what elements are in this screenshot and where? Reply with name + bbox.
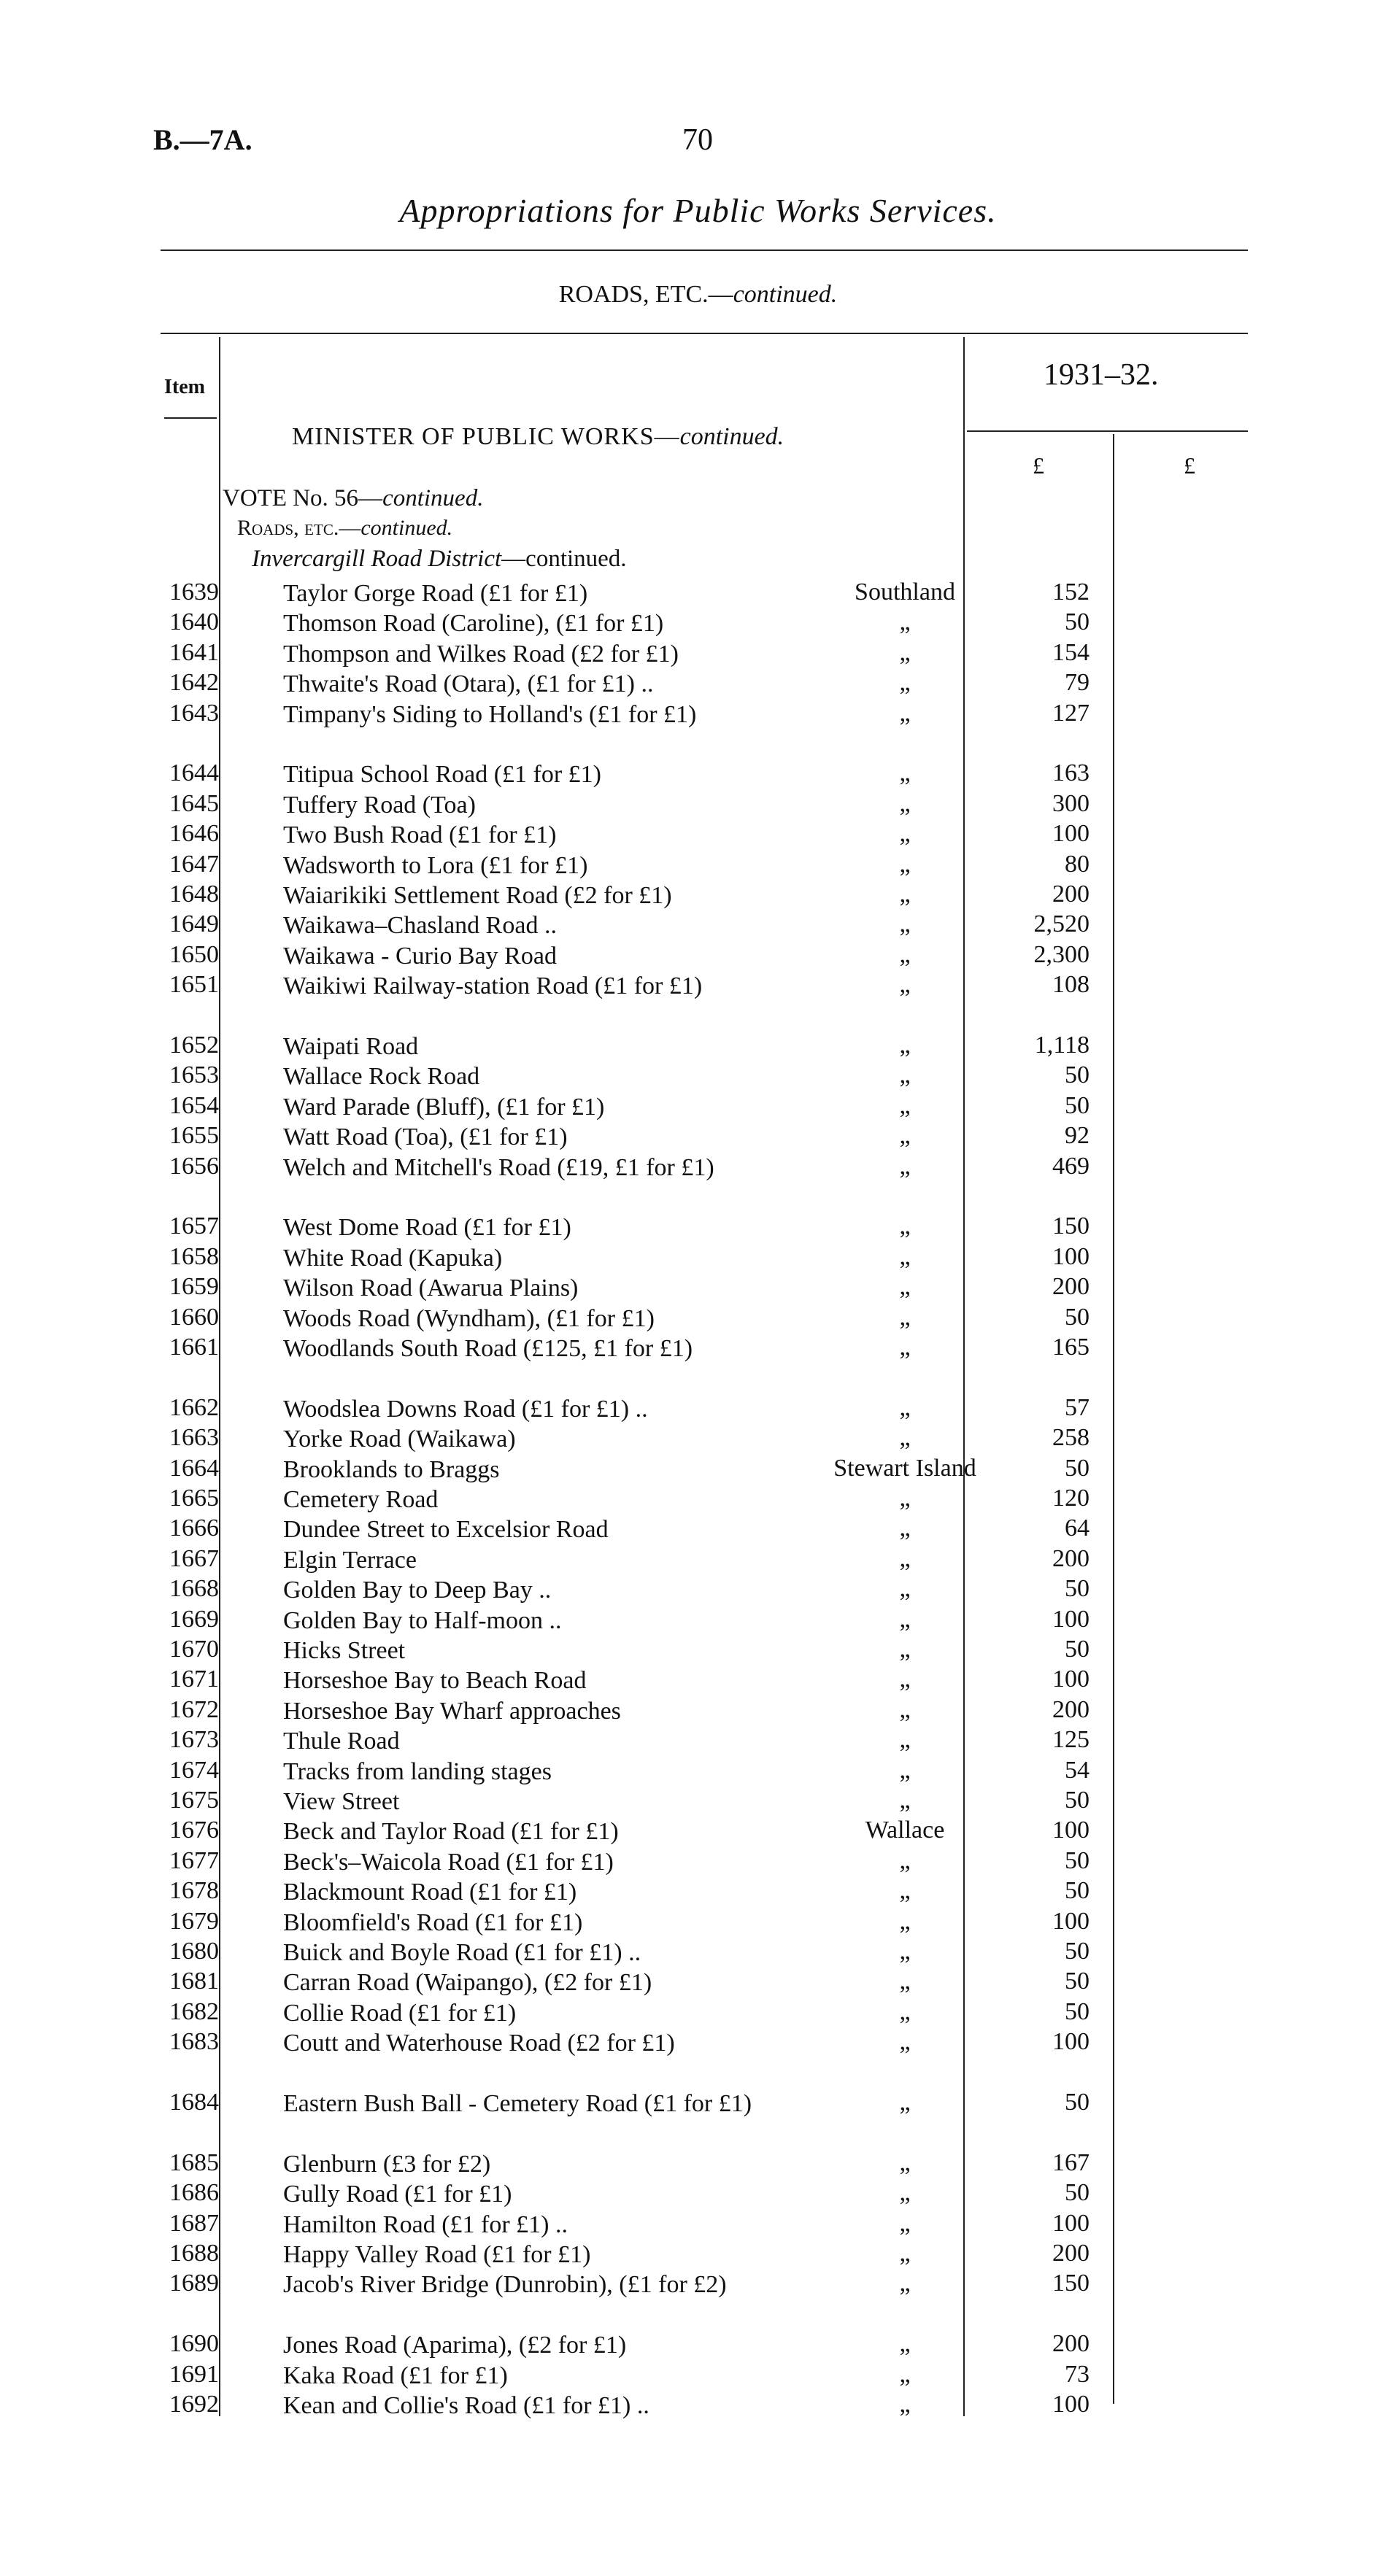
item-description: Horseshoe Bay Wharf approaches — [283, 1697, 621, 1725]
item-amount: 50 — [1065, 1454, 1090, 1482]
item-number: 1675 — [169, 1787, 219, 1814]
item-number: 1656 — [169, 1152, 219, 1180]
item-number: 1690 — [169, 2330, 219, 2358]
item-description: Kaka Road (£1 for £1) — [283, 2362, 508, 2389]
item-description: Wilson Road (Awarua Plains) — [283, 1275, 579, 1302]
item-locality: „ — [899, 1334, 911, 1361]
item-description: Thule Road — [283, 1728, 400, 1755]
item-amount: 57 — [1065, 1393, 1090, 1421]
item-number: 1659 — [169, 1273, 219, 1301]
item-number: 1644 — [169, 759, 219, 787]
item-amount: 150 — [1052, 1212, 1090, 1240]
item-number: 1650 — [169, 940, 219, 968]
item-description: Woods Road (Wyndham), (£1 for £1) — [283, 1304, 655, 1332]
item-locality: „ — [899, 759, 911, 787]
item-amount: 54 — [1065, 1756, 1090, 1784]
item-amount: 200 — [1052, 1544, 1090, 1572]
subtitle-main: ROADS, ETC.— — [558, 281, 733, 308]
item-locality: „ — [899, 1938, 911, 1965]
item-amount: 120 — [1052, 1485, 1090, 1512]
page-number: 70 — [682, 123, 713, 157]
item-locality: „ — [899, 1575, 911, 1603]
item-number: 1669 — [169, 1605, 219, 1633]
item-locality: „ — [899, 1242, 911, 1270]
item-description: Golden Bay to Deep Bay .. — [283, 1577, 552, 1604]
item-number: 1662 — [169, 1393, 219, 1421]
item-number: 1664 — [169, 1454, 219, 1482]
item-locality: „ — [899, 2209, 911, 2237]
minister-heading — [292, 423, 784, 451]
item-number: 1685 — [169, 2148, 219, 2176]
item-description: Bloomfield's Road (£1 for £1) — [283, 1908, 583, 1936]
item-description: White Road (Kapuka) — [283, 1244, 503, 1272]
item-locality: „ — [899, 1485, 911, 1512]
item-number: 1673 — [169, 1726, 219, 1754]
item-number: 1642 — [169, 669, 219, 697]
vote-main: VOTE No. 56— — [223, 485, 383, 511]
minister-italic: continued. — [679, 423, 784, 450]
item-locality: „ — [899, 2089, 911, 2116]
item-description: Waiarikiki Settlement Road (£2 for £1) — [283, 882, 672, 909]
item-description: Thompson and Wilkes Road (£2 for £1) — [283, 640, 679, 668]
item-locality: Wallace — [865, 1817, 945, 1844]
item-amount: 100 — [1052, 1907, 1090, 1935]
item-amount: 50 — [1065, 1968, 1090, 1995]
item-description: Woodlands South Road (£125, £1 for £1) — [283, 1335, 693, 1362]
item-locality: „ — [899, 1152, 911, 1180]
item-number: 1654 — [169, 1091, 219, 1119]
item-number: 1668 — [169, 1575, 219, 1603]
vote-heading — [223, 485, 483, 512]
item-amount: 50 — [1065, 2179, 1090, 2207]
item-locality: „ — [899, 820, 911, 848]
item-amount: 50 — [1065, 1061, 1090, 1089]
table-top-rule — [161, 333, 1248, 334]
item-description: Carran Road (Waipango), (£2 for £1) — [283, 1969, 652, 1997]
item-locality: „ — [899, 1032, 911, 1059]
item-description: Waikiwi Railway-station Road (£1 for £1) — [283, 972, 703, 1000]
item-locality: „ — [899, 1968, 911, 1995]
item-amount: 92 — [1065, 1122, 1090, 1150]
item-description: Thwaite's Road (Otara), (£1 for £1) .. — [283, 670, 654, 698]
item-description: Woodslea Downs Road (£1 for £1) .. — [283, 1395, 648, 1423]
district-heading — [252, 546, 627, 573]
item-number: 1677 — [169, 1846, 219, 1874]
item-description: Hamilton Road (£1 for £1) .. — [283, 2211, 568, 2238]
item-amount: 200 — [1052, 881, 1090, 908]
item-locality: „ — [899, 1212, 911, 1240]
item-number: 1658 — [169, 1242, 219, 1270]
document-code: B.—7A. — [153, 123, 252, 156]
item-description: Waikawa–Chasland Road .. — [283, 912, 557, 940]
pound-symbol-2: £ — [1184, 452, 1195, 479]
item-amount: 64 — [1065, 1515, 1090, 1542]
item-amount: 100 — [1052, 2028, 1090, 2056]
item-amount: 50 — [1065, 608, 1090, 636]
item-description: Horseshoe Bay to Beach Road — [283, 1667, 587, 1695]
item-amount: 73 — [1065, 2360, 1090, 2388]
item-amount: 167 — [1052, 2148, 1090, 2176]
item-amount: 200 — [1052, 2240, 1090, 2267]
item-number: 1647 — [169, 850, 219, 878]
amount-column-rule-mid — [1113, 434, 1114, 2404]
item-number: 1649 — [169, 910, 219, 938]
item-amount: 200 — [1052, 2330, 1090, 2358]
item-locality: „ — [899, 1907, 911, 1935]
section-subtitle — [0, 281, 1396, 309]
roads-heading — [237, 516, 452, 541]
item-locality: „ — [899, 1877, 911, 1905]
item-amount: 50 — [1065, 1938, 1090, 1965]
item-amount: 100 — [1052, 2391, 1090, 2418]
item-number: 1645 — [169, 789, 219, 817]
item-description: Timpany's Siding to Holland's (£1 for £1) — [283, 700, 697, 728]
item-amount: 50 — [1065, 1636, 1090, 1663]
item-locality: „ — [899, 1393, 911, 1421]
item-description: Hicks Street — [283, 1637, 406, 1664]
item-number: 1676 — [169, 1817, 219, 1844]
item-number: 1691 — [169, 2360, 219, 2388]
item-description: Yorke Road (Waikawa) — [283, 1426, 516, 1453]
title-rule — [161, 250, 1248, 251]
item-description: Taylor Gorge Road (£1 for £1) — [283, 580, 588, 607]
item-description: Jones Road (Aparima), (£2 for £1) — [283, 2332, 627, 2359]
item-number: 1687 — [169, 2209, 219, 2237]
item-description: Jacob's River Bridge (Dunrobin), (£1 for £2) — [283, 2271, 727, 2299]
item-amount: 100 — [1052, 2209, 1090, 2237]
item-description: Gully Road (£1 for £1) — [283, 2181, 512, 2208]
item-locality: „ — [899, 789, 911, 817]
item-amount: 50 — [1065, 1575, 1090, 1603]
item-number: 1689 — [169, 2270, 219, 2297]
item-number: 1684 — [169, 2089, 219, 2116]
item-description: Beck and Taylor Road (£1 for £1) — [283, 1818, 619, 1846]
item-locality: „ — [899, 910, 911, 938]
item-amount: 50 — [1065, 1787, 1090, 1814]
year-column-header: 1931–32. — [1044, 358, 1159, 392]
item-locality: „ — [899, 2148, 911, 2176]
item-description: Coutt and Waterhouse Road (£2 for £1) — [283, 2030, 675, 2057]
item-locality: „ — [899, 2360, 911, 2388]
item-description: Tuffery Road (Toa) — [283, 791, 476, 819]
item-number: 1688 — [169, 2240, 219, 2267]
item-number: 1660 — [169, 1303, 219, 1331]
item-number: 1643 — [169, 699, 219, 727]
item-locality: Stewart Island — [833, 1454, 976, 1482]
item-locality: „ — [899, 1273, 911, 1301]
item-number: 1655 — [169, 1122, 219, 1150]
item-number: 1686 — [169, 2179, 219, 2207]
item-locality: „ — [899, 669, 911, 697]
item-locality: „ — [899, 2391, 911, 2418]
item-number: 1678 — [169, 1877, 219, 1905]
item-amount: 50 — [1065, 1997, 1090, 2025]
item-locality: „ — [899, 699, 911, 727]
item-number: 1661 — [169, 1334, 219, 1361]
item-description: Eastern Bush Ball - Cemetery Road (£1 for £1) — [283, 2090, 752, 2117]
item-amount: 150 — [1052, 2270, 1090, 2297]
item-locality: „ — [899, 940, 911, 968]
item-description: Dundee Street to Excelsior Road — [283, 1516, 609, 1544]
item-amount: 50 — [1065, 2089, 1090, 2116]
item-number: 1682 — [169, 1997, 219, 2025]
item-description: Thomson Road (Caroline), (£1 for £1) — [283, 610, 664, 638]
item-locality: „ — [899, 1544, 911, 1572]
item-amount: 127 — [1052, 699, 1090, 727]
item-locality: „ — [899, 881, 911, 908]
item-locality: „ — [899, 1695, 911, 1723]
minister-main: MINISTER OF PUBLIC WORKS— — [292, 423, 680, 450]
item-amount: 80 — [1065, 850, 1090, 878]
item-column-rule — [219, 337, 220, 2416]
item-locality: „ — [899, 2028, 911, 2056]
item-number: 1671 — [169, 1666, 219, 1693]
item-amount: 2,300 — [1033, 940, 1090, 968]
item-number: 1679 — [169, 1907, 219, 1935]
item-description: Blackmount Road (£1 for £1) — [283, 1879, 577, 1906]
item-locality: „ — [899, 1122, 911, 1150]
item-amount: 469 — [1052, 1152, 1090, 1180]
item-amount: 100 — [1052, 1817, 1090, 1844]
subtitle-italic: continued. — [733, 281, 838, 308]
item-amount: 108 — [1052, 971, 1090, 999]
district-italic: Invercargill Road District — [252, 546, 502, 572]
item-amount: 100 — [1052, 1605, 1090, 1633]
item-locality: „ — [899, 1303, 911, 1331]
item-description: Elgin Terrace — [283, 1546, 417, 1574]
item-locality: „ — [899, 1091, 911, 1119]
item-amount: 50 — [1065, 1091, 1090, 1119]
item-description: Ward Parade (Bluff), (£1 for £1) — [283, 1093, 605, 1121]
item-number: 1648 — [169, 881, 219, 908]
item-description: West Dome Road (£1 for £1) — [283, 1214, 571, 1242]
item-description: Welch and Mitchell's Road (£19, £1 for £1) — [283, 1153, 714, 1181]
item-amount: 50 — [1065, 1877, 1090, 1905]
item-number: 1641 — [169, 638, 219, 666]
item-locality: „ — [899, 1515, 911, 1542]
item-number: 1674 — [169, 1756, 219, 1784]
item-number: 1683 — [169, 2028, 219, 2056]
item-description: Beck's–Waicola Road (£1 for £1) — [283, 1848, 614, 1876]
item-description: Buick and Boyle Road (£1 for £1) .. — [283, 1939, 641, 1966]
item-amount: 300 — [1052, 789, 1090, 817]
item-amount: 125 — [1052, 1726, 1090, 1754]
item-amount: 200 — [1052, 1273, 1090, 1301]
item-number: 1667 — [169, 1544, 219, 1572]
page-title: Appropriations for Public Works Services. — [399, 192, 997, 229]
item-locality: „ — [899, 2179, 911, 2207]
item-number: 1663 — [169, 1424, 219, 1452]
pound-symbol-1: £ — [1033, 452, 1044, 479]
item-amount: 50 — [1065, 1846, 1090, 1874]
item-locality: „ — [899, 971, 911, 999]
item-locality: „ — [899, 2240, 911, 2267]
item-number: 1665 — [169, 1485, 219, 1512]
item-locality: „ — [899, 1636, 911, 1663]
item-locality: „ — [899, 608, 911, 636]
item-description: Golden Bay to Half-moon .. — [283, 1606, 562, 1634]
item-amount: 152 — [1052, 579, 1090, 606]
item-description: Titipua School Road (£1 for £1) — [283, 761, 602, 789]
item-amount: 154 — [1052, 638, 1090, 666]
item-description: Kean and Collie's Road (£1 for £1) .. — [283, 2392, 649, 2419]
item-locality: „ — [899, 1424, 911, 1452]
item-locality: Southland — [855, 579, 955, 606]
item-number: 1672 — [169, 1695, 219, 1723]
item-locality: „ — [899, 1997, 911, 2025]
item-description: Two Bush Road (£1 for £1) — [283, 821, 557, 849]
item-description: Waipati Road — [283, 1033, 419, 1060]
item-number: 1670 — [169, 1636, 219, 1663]
item-locality: „ — [899, 1605, 911, 1633]
item-locality: „ — [899, 638, 911, 666]
item-description: Wallace Rock Road — [283, 1063, 480, 1091]
item-locality: „ — [899, 1666, 911, 1693]
item-locality: „ — [899, 2330, 911, 2358]
item-locality: „ — [899, 1756, 911, 1784]
item-locality: „ — [899, 850, 911, 878]
item-amount: 100 — [1052, 1242, 1090, 1270]
item-description: Glenburn (£3 for £2) — [283, 2150, 491, 2178]
vote-italic: continued. — [382, 485, 484, 511]
item-number: 1640 — [169, 608, 219, 636]
item-amount: 1,118 — [1034, 1032, 1090, 1059]
item-amount: 50 — [1065, 1303, 1090, 1331]
item-locality: „ — [899, 1846, 911, 1874]
roads-main: Roads, etc.— — [237, 516, 361, 540]
item-number: 1652 — [169, 1032, 219, 1059]
item-description: Tracks from landing stages — [283, 1757, 552, 1785]
item-number: 1639 — [169, 579, 219, 606]
item-locality: „ — [899, 2270, 911, 2297]
district-main: —continued. — [501, 546, 627, 572]
item-amount: 258 — [1052, 1424, 1090, 1452]
item-locality: „ — [899, 1726, 911, 1754]
year-header-rule — [967, 430, 1248, 432]
item-amount: 200 — [1052, 1695, 1090, 1723]
item-description: Watt Road (Toa), (£1 for £1) — [283, 1123, 568, 1151]
item-number: 1653 — [169, 1061, 219, 1089]
item-number: 1666 — [169, 1515, 219, 1542]
item-amount: 163 — [1052, 759, 1090, 787]
item-amount: 100 — [1052, 820, 1090, 848]
item-locality: „ — [899, 1787, 911, 1814]
item-amount: 2,520 — [1033, 910, 1090, 938]
item-description: Waikawa - Curio Bay Road — [283, 942, 557, 970]
item-number: 1680 — [169, 1938, 219, 1965]
item-number: 1646 — [169, 820, 219, 848]
item-number: 1651 — [169, 971, 219, 999]
roads-italic: continued. — [360, 516, 453, 540]
item-locality: „ — [899, 1061, 911, 1089]
item-amount: 100 — [1052, 1666, 1090, 1693]
item-number: 1681 — [169, 1968, 219, 1995]
item-description: Brooklands to Braggs — [283, 1455, 500, 1483]
item-description: View Street — [283, 1788, 400, 1815]
item-description: Collie Road (£1 for £1) — [283, 1999, 517, 2027]
item-description: Happy Valley Road (£1 for £1) — [283, 2241, 591, 2268]
item-amount: 79 — [1065, 669, 1090, 697]
item-column-header: Item — [164, 376, 205, 398]
item-description: Wadsworth to Lora (£1 for £1) — [283, 851, 588, 879]
item-number: 1692 — [169, 2391, 219, 2418]
item-amount: 165 — [1052, 1334, 1090, 1361]
item-header-rule — [164, 417, 217, 419]
item-description: Cemetery Road — [283, 1486, 439, 1513]
item-number: 1657 — [169, 1212, 219, 1240]
